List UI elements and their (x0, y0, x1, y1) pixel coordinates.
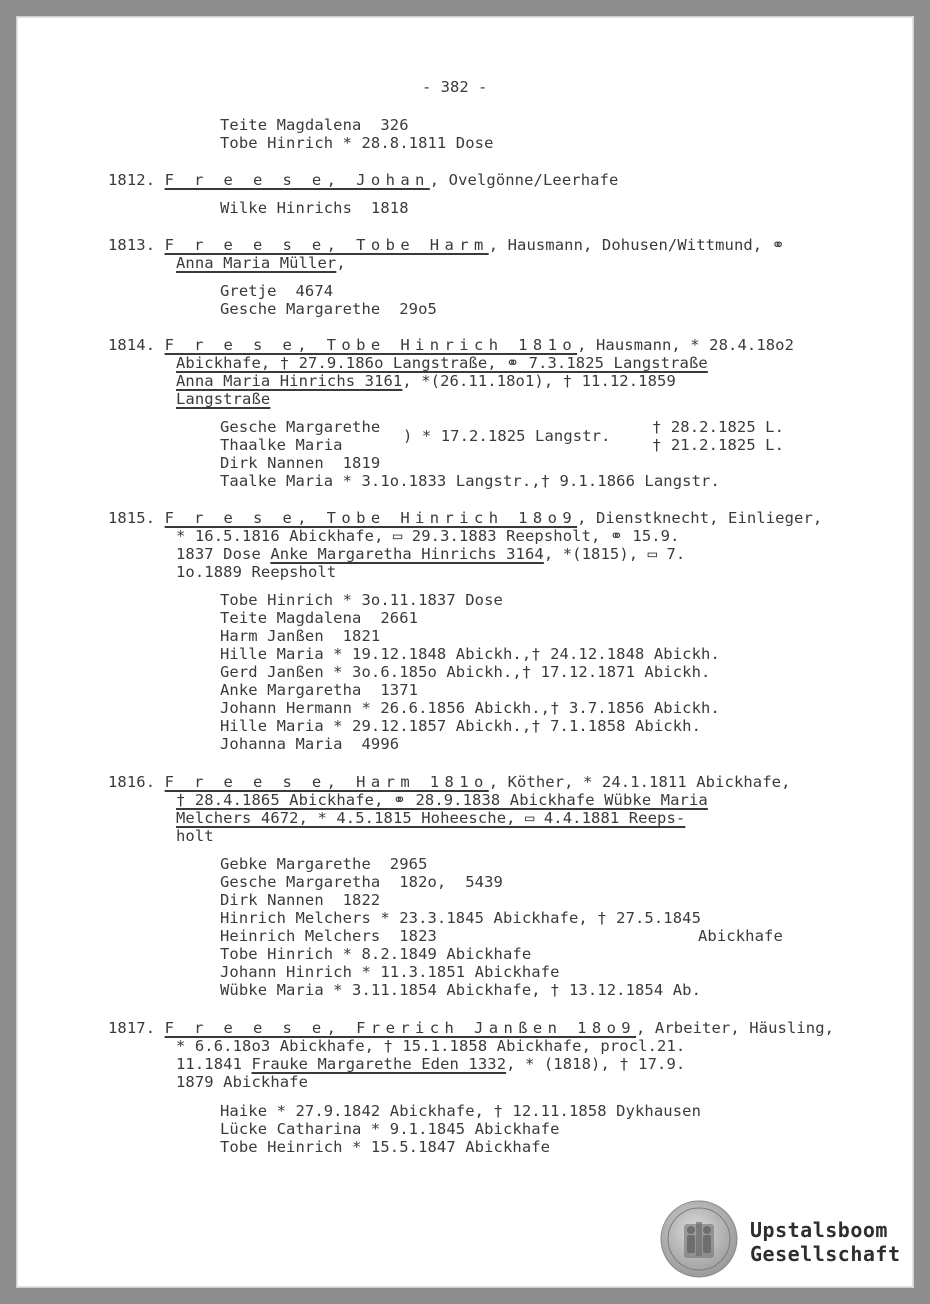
child-line: Teite Magdalena 326 (220, 116, 409, 134)
child-line: Hinrich Melchers * 23.3.1845 Abickhafe, † 27.5.1845 (220, 909, 702, 927)
entry-name: F r e e s e, Johan (164, 171, 430, 189)
spouse-line (176, 791, 708, 809)
entry-1813 (108, 236, 785, 254)
entry-details: , Köther, * 24.1.1811 Abickhafe, (488, 773, 791, 791)
entry-line: holt (176, 827, 214, 845)
entry-1812 (108, 171, 618, 189)
entry-details: , *(1815), ▭ 7. (543, 545, 686, 563)
entry-details: , Arbeiter, Häusling, (636, 1019, 835, 1037)
entry-details: , Hausmann, * 28.4.18o2 (577, 336, 795, 354)
entry-line: Langstraße (176, 390, 271, 408)
entry-number: 1817. (108, 1019, 156, 1037)
entry-details: 11.1841 (176, 1055, 252, 1073)
spouse-name: Wübke Maria (604, 791, 708, 809)
entry-1816 (108, 773, 791, 791)
seal-logo (660, 1200, 738, 1278)
child-line: Thaalke Maria (220, 436, 343, 454)
entry-line: * 16.5.1816 Abickhafe, ▭ 29.3.1883 Reepsholt, ⚭ 15.9. (176, 527, 680, 545)
child-line-tail: ) * 17.2.1825 Langstr. (403, 427, 611, 445)
child-line-tail: Abickhafe (698, 927, 783, 945)
entry-details: , * 4.5.1815 Hoheesche, ▭ 4.4.1881 Reeps- (298, 809, 686, 827)
child-line: Gebke Margarethe 2965 (220, 855, 428, 873)
punct: , (336, 254, 346, 272)
spouse-line (176, 809, 685, 827)
entry-number: 1814. (108, 336, 156, 354)
spouse-line (176, 1055, 685, 1073)
entry-line: 1879 Abickhafe (176, 1073, 309, 1091)
child-line: Gesche Margarethe (220, 418, 381, 436)
child-line: Dirk Nannen 1822 (220, 891, 381, 909)
child-line: Tobe Hinrich * 3o.11.1837 Dose (220, 591, 503, 609)
entry-name: F r e e s e, Tobe Harm (164, 236, 489, 254)
child-line: Gretje 4674 (220, 282, 334, 300)
spouse-line (176, 545, 685, 563)
spouse-line (176, 372, 676, 390)
entry-number: 1812. (108, 171, 156, 189)
entry-number: 1813. (108, 236, 156, 254)
spouse-name: Anke Margaretha Hinrichs 3164 (270, 545, 544, 563)
child-line: Tobe Heinrich * 15.5.1847 Abickhafe (220, 1138, 551, 1156)
entry-details: , * (1818), † 17.9. (506, 1055, 686, 1073)
spouse-line (176, 254, 346, 272)
logo-line-1: Upstalsboom (750, 1218, 888, 1242)
child-line: Teite Magdalena 2661 (220, 609, 419, 627)
child-line: Hille Maria * 29.12.1857 Abickh.,† 7.1.1858 Abickh. (220, 717, 702, 735)
organization-logo-text (750, 1218, 901, 1266)
entry-name: F r e s e, Tobe Hinrich 181o (164, 336, 578, 354)
child-line: Gesche Margarethe 29o5 (220, 300, 437, 318)
entry-name: F r e e s e, Frerich Janßen 18o9 (164, 1019, 637, 1037)
entry-1815 (108, 509, 822, 527)
child-line: Tobe Hinrich * 28.8.1811 Dose (220, 134, 494, 152)
child-line: Gerd Janßen * 3o.6.185o Abickh.,† 17.12.1871 Abickh. (220, 663, 711, 681)
child-line: Haike * 27.9.1842 Abickhafe, † 12.11.1858 Dykhausen (220, 1102, 702, 1120)
child-line: Lücke Catharina * 9.1.1845 Abickhafe (220, 1120, 560, 1138)
child-line: Taalke Maria * 3.1o.1833 Langstr.,† 9.1.1866 Langstr. (220, 472, 720, 490)
child-line: Johanna Maria 4996 (220, 735, 400, 753)
entry-details: , Hausmann, Dohusen/Wittmund, ⚭ (488, 236, 785, 254)
child-line: Heinrich Melchers 1823 (220, 927, 437, 945)
child-death: † 28.2.1825 L. (652, 418, 785, 436)
spouse-name: Anna Maria Hinrichs 3161 (176, 372, 403, 390)
entry-details: , *(26.11.18o1), † 11.12.1859 (402, 372, 676, 390)
child-line: Anke Margaretha 1371 (220, 681, 419, 699)
spouse-name: Anna Maria Müller (176, 254, 337, 272)
spouse-name: Melchers 4672 (176, 809, 299, 827)
child-line: Johann Hermann * 26.6.1856 Abickh.,† 3.7.1856 Abickh. (220, 699, 720, 717)
child-line: Dirk Nannen 1819 (220, 454, 381, 472)
entry-name: F r e s e, Tobe Hinrich 18o9 (164, 509, 578, 527)
spouse-name: Frauke Margarethe Eden 1332 (251, 1055, 507, 1073)
child-line: Wilke Hinrichs 1818 (220, 199, 409, 217)
entry-line: 1o.1889 Reepsholt (176, 563, 337, 581)
logo-line-2: Gesellschaft (750, 1242, 901, 1266)
entry-line: Abickhafe, † 27.9.186o Langstraße, ⚭ 7.3.1825 Langstraße (176, 354, 708, 372)
child-line: Harm Janßen 1821 (220, 627, 381, 645)
entry-details: † 28.4.1865 Abickhafe, ⚭ 28.9.1838 Abickhafe (176, 791, 605, 809)
entry-line: * 6.6.18o3 Abickhafe, † 15.1.1858 Abickhafe, procl.21. (176, 1037, 686, 1055)
entry-1814 (108, 336, 794, 354)
child-death: † 21.2.1825 L. (652, 436, 785, 454)
entry-details: 1837 Dose (176, 545, 271, 563)
child-line: Johann Hinrich * 11.3.1851 Abickhafe (220, 963, 560, 981)
entry-details: , Ovelgönne/Leerhafe (429, 171, 619, 189)
entry-number: 1815. (108, 509, 156, 527)
page-number: - 382 - (422, 78, 488, 96)
child-line: Wübke Maria * 3.11.1854 Abickhafe, † 13.12.1854 Ab. (220, 981, 702, 999)
entry-name: F r e e s e, Harm 181o (164, 773, 489, 791)
child-line: Hille Maria * 19.12.1848 Abickh.,† 24.12.1848 Abickh. (220, 645, 720, 663)
child-line: Gesche Margaretha 182o, 5439 (220, 873, 503, 891)
entry-details: , Dienstknecht, Einlieger, (577, 509, 823, 527)
entry-1817 (108, 1019, 834, 1037)
entry-number: 1816. (108, 773, 156, 791)
child-line: Tobe Hinrich * 8.2.1849 Abickhafe (220, 945, 532, 963)
